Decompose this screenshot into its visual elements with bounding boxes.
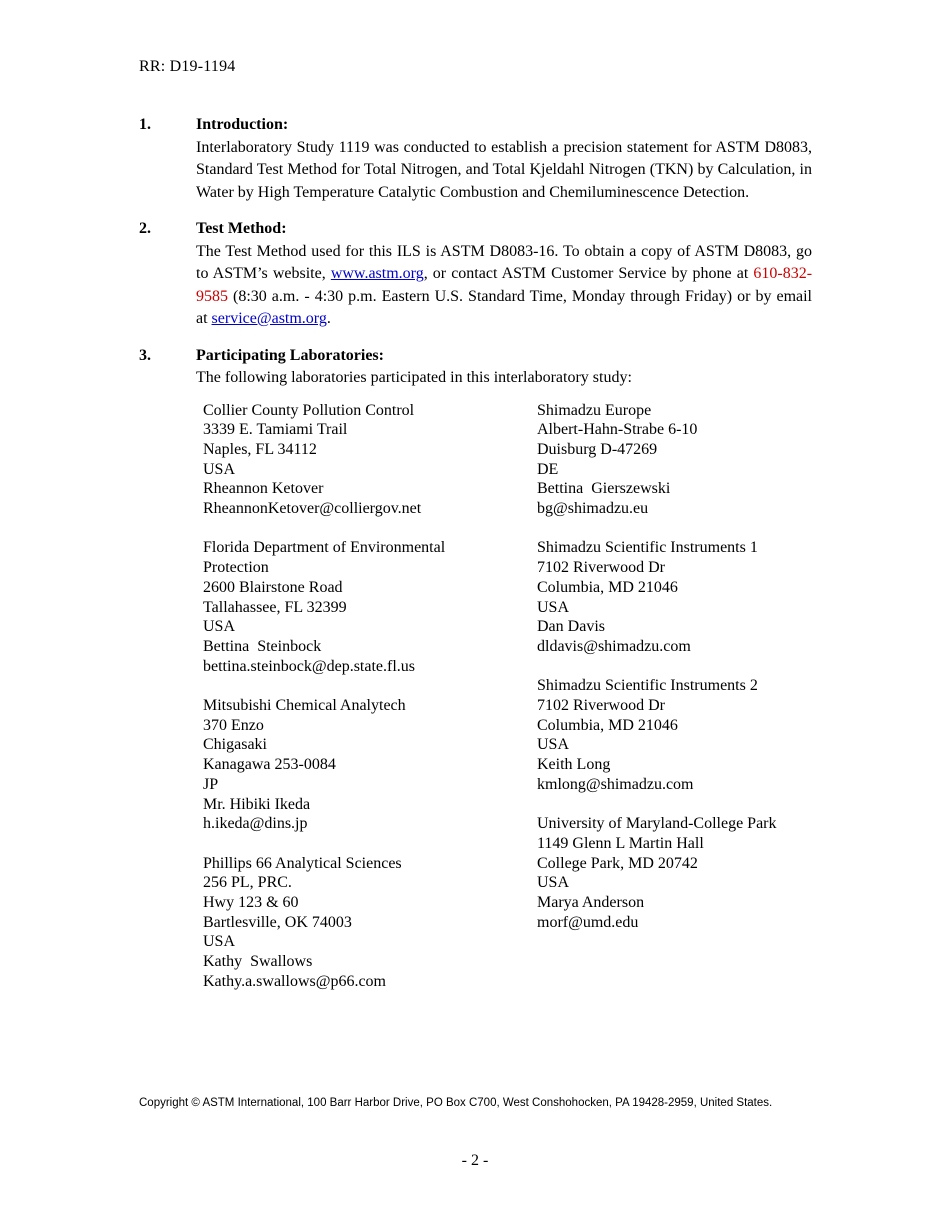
- lab-line: Duisburg D-47269: [537, 440, 658, 458]
- lab-line: Columbia, MD 21046: [537, 578, 678, 596]
- section-title: Participating Laboratories:: [196, 346, 384, 364]
- lab-line: h.ikeda@dins.jp: [203, 815, 308, 833]
- lab-column-right: [537, 401, 812, 1012]
- lab-entry: [203, 538, 537, 676]
- lab-line: 256 PL, PRC.: [203, 874, 292, 892]
- lab-line: Kathy.a.swallows@p66.com: [203, 972, 386, 990]
- lab-line: Dan Davis: [537, 618, 605, 636]
- introduction-paragraph: Interlaboratory Study 1119 was conducted to establish a precision statement for ASTM D8083, Standard Test Method for Total Nitrogen, and Total Kjeldahl Nitrogen (TKN) by Calculation, in Water by High Temperature Catalytic Combustion and Chemiluminescence Detection.: [196, 138, 812, 201]
- lab-line: Albert-Hahn-Strabe 6-10: [537, 421, 698, 439]
- section-title: Test Method:: [196, 220, 287, 237]
- lab-line: 1149 Glenn L Martin Hall: [537, 834, 704, 852]
- lab-line: Marya Anderson: [537, 894, 645, 912]
- paragraph-text: The Test Method used for this ILS is ASTM D8083-16. To obtain a copy of ASTM D8083, go to ASTM’s website,: [196, 242, 812, 282]
- lab-entry: [203, 401, 537, 519]
- section-introduction: [139, 114, 812, 204]
- lab-name: Shimadzu Scientific Instruments 1: [537, 539, 758, 557]
- lab-name: Mitsubishi Chemical Analytech: [203, 697, 406, 715]
- lab-line: Rheannon Ketover: [203, 480, 324, 498]
- lab-entry: [537, 676, 812, 794]
- lab-line: 7102 Riverwood Dr: [537, 559, 665, 577]
- lab-line: College Park, MD 20742: [537, 854, 698, 872]
- lab-name: Florida Department of Environmental: [203, 539, 446, 557]
- lab-line: USA: [537, 736, 570, 754]
- laboratories-list: [196, 401, 812, 1012]
- lab-line: bg@shimadzu.eu: [537, 500, 649, 518]
- lab-line: Tallahassee, FL 32399: [203, 598, 347, 616]
- lab-line: Keith Long: [537, 756, 611, 774]
- labs-intro-text: The following laboratories participated in this interlaboratory study:: [196, 369, 632, 386]
- lab-line: 7102 Riverwood Dr: [537, 697, 665, 715]
- lab-line: DE: [537, 460, 559, 478]
- lab-line: morf@umd.edu: [537, 913, 639, 931]
- copyright-footer: Copyright © ASTM International, 100 Barr Harbor Drive, PO Box C700, West Conshohocken, PA 19428-2959, United States.: [139, 1097, 773, 1109]
- test-method-paragraph: [196, 241, 812, 331]
- lab-entry: [537, 814, 812, 932]
- lab-line: Mr. Hibiki Ikeda: [203, 795, 311, 813]
- service-email-link[interactable]: service@astm.org: [211, 310, 327, 327]
- lab-line: USA: [203, 618, 236, 636]
- lab-entry: [537, 538, 812, 656]
- lab-line: kmlong@shimadzu.com: [537, 775, 694, 793]
- section-number: 1.: [139, 116, 151, 133]
- document-content: [139, 114, 812, 1025]
- lab-line: USA: [537, 598, 570, 616]
- lab-line: Protection: [203, 559, 269, 577]
- lab-entry: [537, 401, 812, 519]
- section-heading: [139, 114, 812, 137]
- lab-line: 3339 E. Tamiami Trail: [203, 421, 348, 439]
- section-heading: [139, 218, 812, 241]
- section-title: Introduction:: [196, 116, 289, 133]
- lab-line: dldavis@shimadzu.com: [537, 637, 691, 655]
- lab-line: Bettina Gierszewski: [537, 480, 671, 498]
- page-number: - 2 -: [461, 1152, 489, 1169]
- paragraph-text: (8:30 a.m. - 4:30 p.m. Eastern U.S. Standard Time, Monday through Friday) or by email at: [196, 287, 812, 327]
- lab-line: Kathy Swallows: [203, 953, 313, 971]
- lab-line: Hwy 123 & 60: [203, 894, 299, 912]
- astm-website-link[interactable]: www.astm.org: [330, 265, 424, 282]
- section-number: 2.: [139, 220, 151, 237]
- lab-line: USA: [203, 933, 236, 951]
- lab-line: JP: [203, 775, 219, 793]
- lab-entry: [203, 696, 537, 834]
- lab-line: Naples, FL 34112: [203, 440, 317, 458]
- lab-name: Collier County Pollution Control: [203, 401, 415, 419]
- lab-column-left: [203, 401, 537, 1012]
- section-test-method: [139, 218, 812, 331]
- lab-line: 2600 Blairstone Road: [203, 578, 343, 596]
- lab-line: 370 Enzo: [203, 716, 264, 734]
- section-heading: [139, 345, 812, 368]
- lab-name: Phillips 66 Analytical Sciences: [203, 854, 402, 872]
- lab-line: RheannonKetover@colliergov.net: [203, 500, 422, 518]
- lab-line: USA: [203, 460, 236, 478]
- lab-line: Bettina Steinbock: [203, 637, 322, 655]
- lab-name: Shimadzu Europe: [537, 401, 652, 419]
- lab-line: Columbia, MD 21046: [537, 716, 678, 734]
- lab-name: University of Maryland-College Park: [537, 815, 777, 833]
- lab-line: Kanagawa 253-0084: [203, 756, 336, 774]
- phone-number: 610-832-9585: [196, 265, 813, 305]
- lab-line: Chigasaki: [203, 736, 267, 754]
- section-number: 3.: [139, 346, 151, 364]
- paragraph-text: .: [326, 310, 331, 327]
- section-participating-labs: [139, 345, 812, 1012]
- lab-name: Shimadzu Scientific Instruments 2: [537, 677, 758, 695]
- lab-line: bettina.steinbock@dep.state.fl.us: [203, 657, 416, 675]
- lab-line: USA: [537, 874, 570, 892]
- lab-entry: [203, 854, 537, 992]
- paragraph-text: , or contact ASTM Customer Service by phone at: [423, 265, 754, 282]
- lab-line: Bartlesville, OK 74003: [203, 913, 352, 931]
- report-number-header: RR: D19-1194: [139, 58, 236, 75]
